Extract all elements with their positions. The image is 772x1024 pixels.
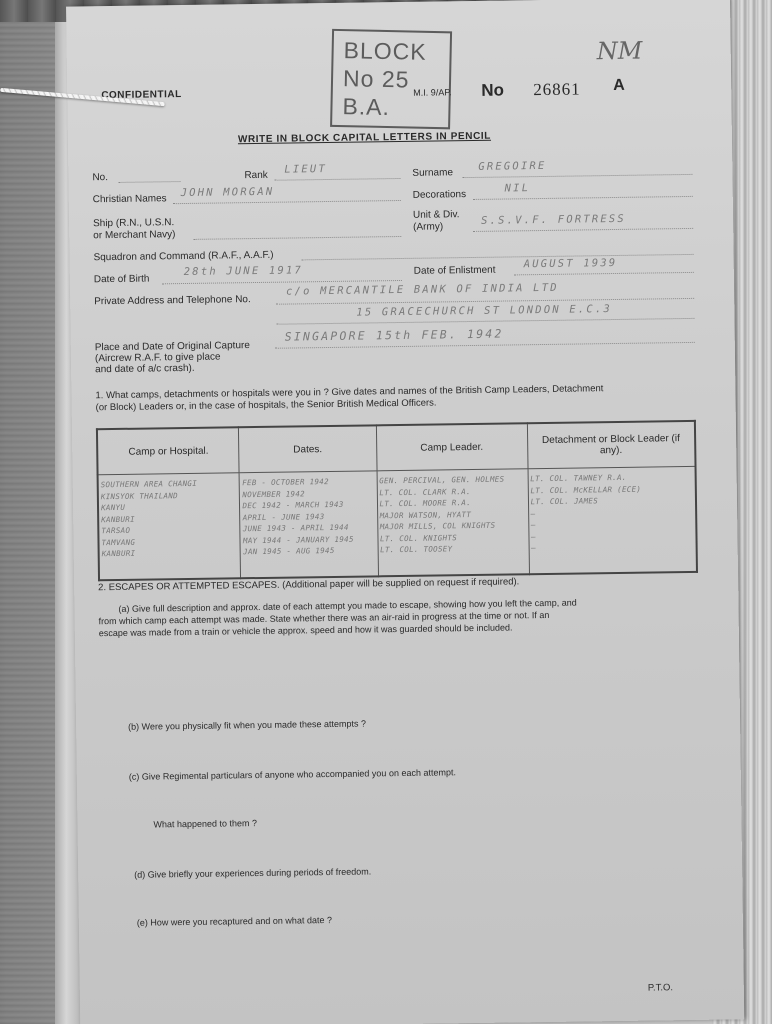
stamp-line-3: B.A. — [342, 93, 391, 121]
dates-entry: DEC 1942 - MARCH 1943 — [242, 499, 344, 511]
header-camp: Camp or Hospital. — [97, 427, 240, 474]
file-binding — [0, 0, 58, 1024]
question-2a-text: (a) Give full description and approx. date of each attempt you made to escape, showing how you left the camp, and — [118, 597, 577, 614]
camp-entry: KANBURI — [101, 548, 136, 559]
rank-value: LIEUT — [284, 163, 328, 176]
camp-entry: TARSAO — [101, 525, 131, 536]
unit-value: S.S.V.F. FORTRESS — [480, 212, 627, 227]
leader-entry: LT. COL. MOORE R.A. — [379, 498, 472, 509]
question-2a-text-2: from which camp each attempt was made. State whether there was an air-raid in progress at the time or not. If an — [98, 609, 550, 627]
dates-entry: MAY 1944 - JANUARY 1945 — [242, 534, 354, 545]
block-stamp — [330, 29, 452, 129]
detachment-entry: — — [531, 531, 536, 541]
confidential-label: CONFIDENTIAL — [101, 89, 182, 102]
dates-entry: NOVEMBER 1942 — [242, 488, 306, 499]
enlistment-line — [514, 272, 694, 276]
enlistment-value: AUGUST 1939 — [523, 256, 618, 271]
address-line-1 — [276, 298, 694, 305]
capture-line — [275, 342, 695, 349]
dates-entry: APRIL - JUNE 1943 — [242, 511, 325, 522]
ship-line — [193, 236, 401, 240]
dates-entry: FEB - OCTOBER 1942 — [242, 477, 329, 488]
form-sheet — [66, 0, 744, 1024]
ship-label: Ship (R.N., U.S.N. — [92, 217, 175, 230]
camp-entry: KANYU — [100, 502, 126, 513]
surname-line — [462, 174, 692, 178]
camp-entry: TAMVANG — [101, 537, 136, 547]
detachment-cell — [528, 466, 697, 574]
detachment-entry: LT. COL. JAMES — [530, 496, 599, 507]
detachment-entry: — — [530, 520, 536, 530]
christian-names-value: JOHN MORGAN — [180, 185, 275, 200]
ship-label-2: or Merchant Navy) — [93, 229, 176, 242]
detachment-entry: LT. COL. TAWNEY R.A. — [530, 472, 627, 484]
surname-label: Surname — [412, 167, 454, 179]
question-1-text: 1. What camps, detachments or hospitals were you in ? Give dates and names of the British Camp Leaders, Detachment — [95, 383, 604, 402]
question-2c-text: (c) Give Regimental particulars of anyone who accompanied you on each attempt. — [128, 767, 457, 782]
unit-label: Unit & Div. — [412, 209, 460, 221]
camp-entry: KANBURI — [101, 514, 135, 524]
address-value-1: c/o MERCANTILE BANK OF INDIA LTD — [285, 281, 559, 298]
leader-entry: MAJOR MILLS, COL KNIGHTS — [379, 520, 496, 532]
dob-label: Date of Birth — [93, 273, 150, 286]
squadron-label: Squadron and Command (R.A.F., A.A.F.) — [93, 249, 274, 264]
stamp-line-1: BLOCK — [343, 37, 427, 65]
capture-label: Place and Date of Original Capture — [94, 340, 250, 354]
stamp-line-2: No 25 — [342, 65, 410, 93]
dates-entry: JAN 1945 - AUG 1945 — [243, 545, 335, 557]
decorations-line — [473, 196, 693, 200]
question-2a-text-3: escape was made from a train or vehicle the approx. speed and how it was guarded should be included. — [98, 622, 513, 639]
question-2b-text: (b) Were you physically fit when you made these attempts ? — [128, 718, 367, 732]
leader-cell — [377, 469, 530, 577]
header-camp-leader: Camp Leader. — [376, 423, 528, 471]
question-2d-text: (d) Give briefly your experiences during periods of freedom. — [134, 866, 372, 880]
handwritten-initials: NM — [596, 36, 643, 66]
form-number: 26861 — [533, 79, 581, 100]
detachment-entry: — — [531, 543, 537, 553]
address-label: Private Address and Telephone No. — [94, 294, 251, 308]
header-detachment-leader: Detachment or Block Leader (if any). — [527, 421, 696, 469]
decorations-value: NIL — [504, 182, 531, 195]
header-dates: Dates. — [239, 425, 377, 472]
leader-entry: MAJOR WATSON, HYATT — [379, 509, 472, 520]
leader-entry: LT. COL. TOOSEY — [380, 544, 453, 555]
leader-entry: LT. COL. CLARK R.A. — [379, 486, 471, 497]
question-2-title: 2. ESCAPES OR ATTEMPTED ESCAPES. (Additional paper will be supplied on request if required). — [98, 576, 520, 594]
leader-entry: GEN. PERCIVAL, GEN. HOLMES — [379, 474, 505, 486]
christian-names-line — [173, 200, 401, 204]
capture-label-3: and date of a/c crash). — [95, 362, 195, 376]
address-value-2: 15 GRACECHURCH ST LONDON E.C.3 — [356, 303, 613, 319]
camp-cell — [98, 473, 241, 580]
rank-label: Rank — [244, 169, 268, 182]
unit-label-2: (Army) — [413, 221, 444, 233]
question-2e-text: (e) How were you recaptured and on what date ? — [136, 915, 333, 928]
number-label: No — [481, 80, 505, 100]
form-reference: M.I. 9/AP. — [413, 87, 452, 98]
detachment-entry: LT. COL. McKELLAR (ECE) — [530, 484, 642, 495]
capture-label-2: (Aircrew R.A.F. to give place — [94, 351, 221, 365]
decorations-label: Decorations — [412, 189, 467, 201]
dates-cell — [240, 471, 378, 578]
surname-value: GREGOIRE — [478, 159, 547, 173]
camps-table — [96, 420, 698, 581]
leader-entry: LT. COL. KNIGHTS — [379, 532, 458, 543]
detachment-entry: — — [530, 508, 536, 518]
unit-line — [473, 228, 693, 232]
pto-label: P.T.O. — [647, 982, 674, 994]
rank-line — [274, 178, 400, 181]
instruction-heading: WRITE IN BLOCK CAPITAL LETTERS IN PENCIL — [237, 130, 492, 146]
dob-value: 28th JUNE 1917 — [183, 264, 304, 279]
table-row — [98, 466, 697, 580]
no-label: No. — [92, 172, 109, 184]
enlistment-label: Date of Enlistment — [413, 264, 496, 277]
dates-entry: JUNE 1943 - APRIL 1944 — [242, 522, 349, 534]
question-1-text-2: (or Block) Leaders or, in the case of hospitals, the Senior British Medical Officers. — [95, 397, 437, 414]
address-line-2 — [276, 318, 694, 325]
squadron-line — [302, 254, 694, 260]
camp-entry: KINSYOK THAILAND — [100, 490, 178, 501]
form-suffix: A — [613, 76, 625, 95]
christian-names-label: Christian Names — [92, 193, 167, 206]
camp-entry: SOUTHERN AREA CHANGI — [100, 478, 198, 490]
capture-value: SINGAPORE 15th FEB. 1942 — [284, 326, 504, 344]
no-line — [118, 181, 180, 183]
question-2c-followup: What happened to them ? — [153, 818, 258, 830]
